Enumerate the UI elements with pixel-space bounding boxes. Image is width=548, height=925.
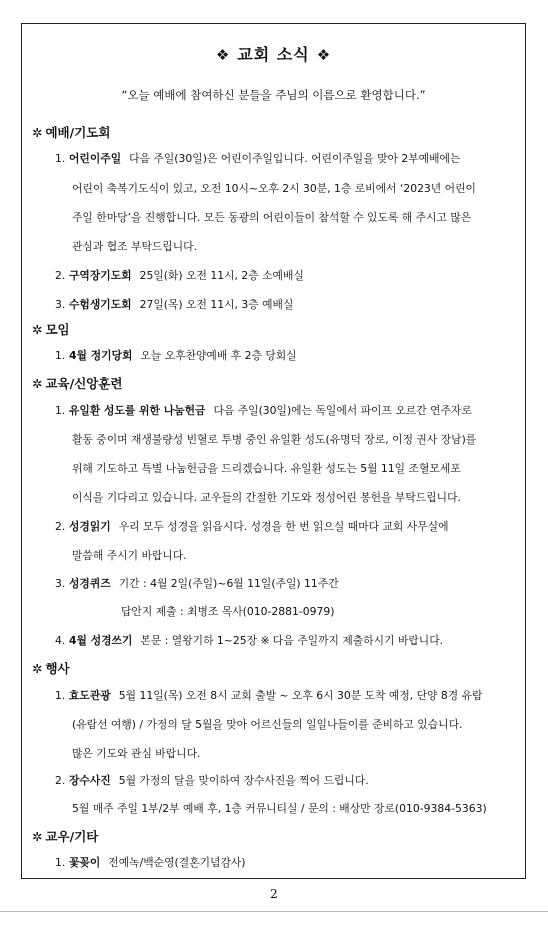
item-text: 답안지 제출 : 최병조 목사(010-2881-0979)	[121, 605, 335, 618]
list-item	[55, 403, 472, 418]
list-item	[55, 773, 369, 788]
item-keyword: 꽃꽂이	[69, 856, 101, 869]
welcome-message: “오늘 예배에 참여하신 분들을 주님의 이름으로 환영합니다.”	[121, 88, 426, 102]
item-text: 다음 주일(30일)에는 독일에서 파이프 오르간 연주자로	[213, 404, 472, 417]
list-item	[55, 519, 449, 534]
item-keyword: 4월 정기당회	[69, 349, 133, 362]
item-text: 활동 중이며 재생불량성 빈혈로 투병 중인 유일환 성도(유명덕 장로, 이정 권사 장남)를	[72, 433, 477, 446]
diamond-icon: ❖	[215, 46, 231, 64]
section-heading-worship	[32, 123, 110, 141]
item-text: (유람선 여행) / 가정의 달 5월을 맞아 어르신들의 일일나들이를 준비하고 있습니다.	[72, 718, 463, 731]
list-item	[55, 151, 460, 166]
item-keyword: 구역장기도회	[69, 269, 132, 282]
list-item	[55, 688, 483, 703]
item-text: 오늘 오후찬양예배 후 2층 당회실	[140, 349, 297, 362]
item-keyword: 성경퀴즈	[69, 577, 111, 590]
page-number: 2	[270, 887, 278, 901]
item-keyword: 장수사진	[69, 774, 111, 787]
list-item	[55, 633, 443, 648]
star-icon: ✲	[32, 829, 43, 844]
item-text: 기간 : 4월 2일(주일)~6월 11일(주일) 11주간	[118, 577, 339, 590]
item-text: 전예녹/백순영(결혼기념감사)	[108, 856, 246, 869]
item-keyword: 유일환 성도를 위한 나눔헌금	[69, 404, 206, 417]
section-heading-meeting	[32, 320, 70, 338]
star-icon: ✲	[32, 322, 43, 337]
item-text: 관심과 협조 부탁드립니다.	[72, 240, 198, 253]
title-text: 교회 소식	[237, 45, 310, 64]
item-text: 본문 : 열왕기하 1~25장 ※ 다음 주일까지 제출하시기 바랍니다.	[140, 634, 444, 647]
item-number: 3.	[55, 577, 66, 590]
item-text: 주일 한마당’을 진행합니다. 모든 동광의 어린이들이 참석할 수 있도록 해 주시고 많은	[72, 211, 472, 224]
item-text: 위해 기도하고 특별 나눔헌금을 드리겠습니다. 유일환 성도는 5월 11일 조혈모세포	[72, 462, 461, 475]
section-title: 예배/기도회	[45, 125, 111, 140]
divider	[0, 911, 548, 912]
item-keyword: 성경읽기	[69, 520, 111, 533]
section-title: 교우/기타	[45, 829, 99, 844]
item-text: 우리 모두 성경을 읽읍시다. 성경을 한 번 읽으실 때마다 교회 사무실에	[118, 520, 449, 533]
item-number: 4.	[55, 634, 66, 647]
item-keyword: 4월 성경쓰기	[69, 634, 133, 647]
list-item	[55, 576, 339, 591]
item-text: 어린이 축복기도식이 있고, 오전 10시~오후 2시 30분, 1층 로비에서 ‘2023년 어린이	[72, 182, 476, 195]
item-keyword: 수험생기도회	[69, 298, 132, 311]
item-number: 1.	[55, 689, 66, 702]
section-heading-events	[32, 659, 70, 677]
item-number: 1.	[55, 856, 66, 869]
section-title: 행사	[45, 661, 70, 676]
item-text: 25일(화) 오전 11시, 2층 소예배실	[139, 269, 304, 282]
item-number: 2.	[55, 269, 66, 282]
item-text: 다음 주일(30일)은 어린이주일입니다. 어린이주일을 맞아 2부예배에는	[129, 152, 461, 165]
star-icon: ✲	[32, 661, 43, 676]
list-item	[55, 855, 246, 870]
item-text: 많은 기도와 관심 바랍니다.	[72, 747, 201, 760]
section-heading-members	[32, 827, 98, 845]
section-title: 교육/신앙훈련	[45, 376, 123, 391]
item-text: 27일(목) 오전 11시, 3층 예배실	[139, 298, 294, 311]
diamond-icon: ❖	[316, 46, 332, 64]
item-keyword: 어린이주일	[69, 152, 122, 165]
bulletin-frame	[21, 23, 526, 879]
item-number: 1.	[55, 404, 66, 417]
list-item	[55, 268, 304, 283]
star-icon: ✲	[32, 125, 43, 140]
item-number: 2.	[55, 520, 66, 533]
item-text: 말씀해 주시기 바랍니다.	[72, 549, 187, 562]
item-text: 5월 가정의 달을 맞이하여 장수사진을 찍어 드립니다.	[118, 774, 369, 787]
list-item	[55, 348, 297, 363]
section-title: 모임	[45, 322, 70, 337]
item-number: 1.	[55, 349, 66, 362]
section-heading-education	[32, 374, 123, 392]
list-item	[55, 297, 293, 312]
item-text: 5월 매주 주일 1부/2부 예배 후, 1층 커뮤니티실 / 문의 : 배상만 장로(010-9384-5363)	[72, 802, 487, 815]
star-icon: ✲	[32, 376, 43, 391]
item-number: 1.	[55, 152, 66, 165]
item-number: 2.	[55, 774, 66, 787]
page-title	[22, 42, 525, 65]
item-keyword: 효도관광	[69, 689, 111, 702]
item-number: 3.	[55, 298, 66, 311]
item-text: 5월 11일(목) 오전 8시 교회 출발 ~ 오후 6시 30분 도착 예정, 단양 8경 유람	[118, 689, 483, 702]
item-text: 이식을 기다리고 있습니다. 교우들의 간절한 기도와 정성어린 봉헌을 부탁드립니다.	[72, 491, 461, 504]
